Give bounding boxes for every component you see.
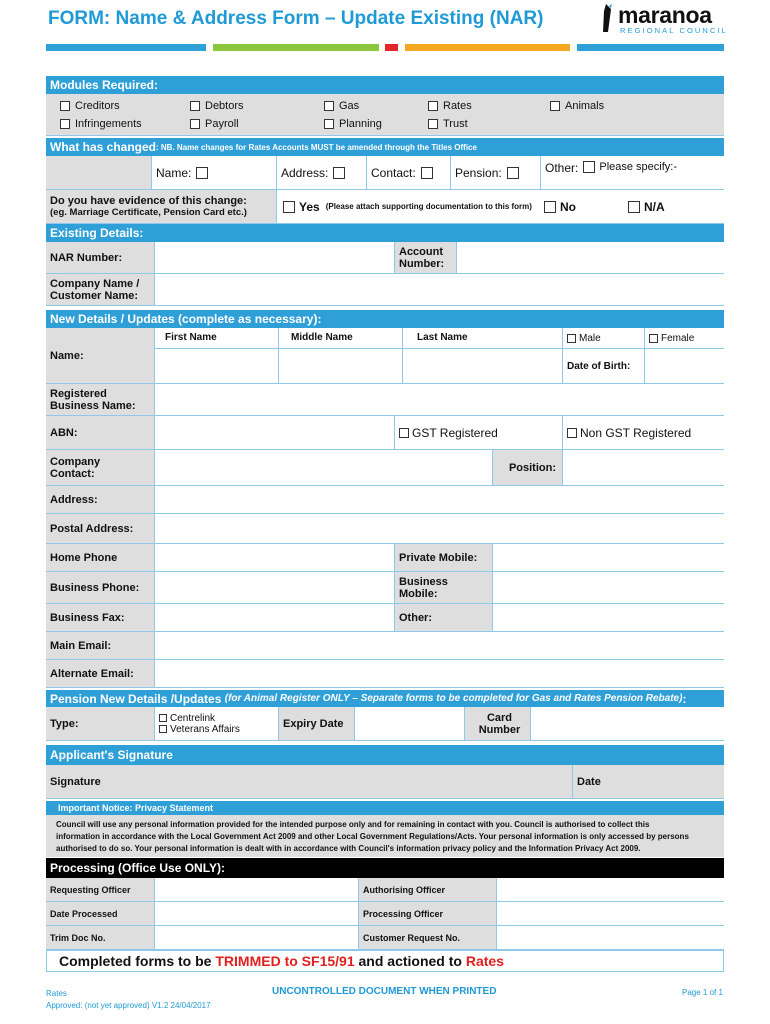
stripe-blue-2 — [577, 44, 724, 51]
checkbox-icon — [196, 167, 208, 179]
form-title: FORM: Name & Address Form – Update Existing (NAR) — [48, 8, 544, 29]
nar-input[interactable] — [154, 242, 394, 273]
business-name-label: Registered Business Name: — [46, 384, 154, 415]
gst-registered-option[interactable]: GST Registered — [394, 416, 562, 449]
alt-email-label: Alternate Email: — [46, 660, 154, 687]
privacy-text: Council will use any personal information provided for the intended purpose only and for remaining in contact with you. Council is authorised to collect this information in accordance with the Local Government Act 2009 and other Local Government Regulations/Acts. Your personal information is only accessed by persons authorised to do so. Your personal information is dealt with in accordance with Council's information privacy policy and the Information Privacy Act 2009. — [46, 815, 724, 857]
veterans-option[interactable]: Veterans Affairs — [159, 724, 240, 735]
checkbox-icon — [567, 428, 577, 438]
non-gst-option[interactable]: Non GST Registered — [562, 416, 724, 449]
footer-left: Rates Approved: (not yet approved) V1.2 24/04/2017 — [46, 989, 211, 1010]
business-fax-row — [46, 604, 724, 632]
nar-label: NAR Number: — [46, 242, 154, 273]
requesting-officer-label: Requesting Officer — [46, 878, 154, 901]
company-contact-label: Company Contact: — [46, 450, 154, 485]
home-phone-label: Home Phone — [46, 544, 154, 571]
yes-label: Yes — [299, 199, 320, 214]
private-mobile-label: Private Mobile: — [394, 544, 492, 571]
checkbox-icon — [507, 167, 519, 179]
module-creditors[interactable]: Creditors — [60, 100, 120, 112]
male-option[interactable]: Male — [562, 328, 644, 348]
stripe-blue-1 — [46, 44, 206, 51]
module-animals[interactable]: Animals — [550, 100, 604, 112]
na-checkbox-icon[interactable] — [628, 201, 640, 213]
business-fax-input[interactable] — [154, 604, 394, 631]
postal-label: Postal Address: — [46, 514, 154, 543]
checkbox-icon — [333, 167, 345, 179]
checkbox-icon — [399, 428, 409, 438]
business-phone-label: Business Phone: — [46, 572, 154, 603]
card-number-input[interactable] — [530, 707, 724, 740]
module-rates[interactable]: Rates — [428, 100, 472, 112]
checkbox-icon — [550, 101, 560, 111]
checkbox-icon — [428, 101, 438, 111]
business-name-row — [46, 384, 724, 416]
checkbox-icon — [421, 167, 433, 179]
account-number-label: Account Number: — [394, 242, 456, 273]
module-debtors[interactable]: Debtors — [190, 100, 244, 112]
processing-row-1 — [46, 878, 724, 902]
evidence-question: Do you have evidence of this change: (eg. Marriage Certificate, Pension Card etc.) — [46, 190, 276, 223]
change-name[interactable]: Name: — [151, 156, 276, 189]
expiry-date-input[interactable] — [354, 707, 464, 740]
pension-note: (for Animal Register ONLY – Separate forms to be completed for Gas and Rates Pension Rebate) — [224, 693, 683, 704]
company-contact-input[interactable] — [154, 450, 492, 485]
checkbox-icon — [159, 714, 167, 722]
evidence-answers — [276, 190, 724, 223]
main-email-label: Main Email: — [46, 632, 154, 659]
abn-label: ABN: — [46, 416, 154, 449]
private-mobile-input[interactable] — [492, 544, 724, 571]
logo-subtitle: REGIONAL COUNCIL — [620, 26, 728, 35]
business-phone-row — [46, 572, 724, 604]
position-label: Position: — [492, 450, 562, 485]
completed-note: Completed forms to be TRIMMED to SF15/91 and actioned to Rates — [46, 950, 724, 972]
expiry-date-label: Expiry Date — [278, 707, 354, 740]
no-checkbox-icon[interactable] — [544, 201, 556, 213]
first-name-field[interactable]: First Name — [154, 328, 278, 383]
checkbox-icon — [190, 101, 200, 111]
business-mobile-input[interactable] — [492, 572, 724, 603]
home-phone-row — [46, 544, 724, 572]
checkbox-icon — [567, 334, 576, 343]
council-logo — [598, 2, 738, 38]
changed-row — [46, 156, 724, 190]
change-address[interactable]: Address: — [276, 156, 366, 189]
middle-name-field[interactable]: Middle Name — [278, 328, 402, 383]
address-input[interactable] — [154, 486, 724, 513]
abn-row — [46, 416, 724, 450]
signature-label: Signature — [46, 765, 572, 798]
checkbox-icon — [60, 101, 70, 111]
checkbox-icon — [190, 119, 200, 129]
modules-heading: Modules Required: — [46, 76, 724, 94]
other-contact-label: Other: — [394, 604, 492, 631]
modules-block — [46, 94, 724, 136]
name-block — [46, 328, 724, 384]
business-name-input[interactable] — [154, 384, 724, 415]
pension-row — [46, 707, 724, 741]
yes-note: (Please attach supporting documentation to this form) — [325, 202, 532, 211]
processing-heading: Processing (Office Use ONLY): — [46, 858, 724, 878]
business-phone-input[interactable] — [154, 572, 394, 603]
abn-input[interactable] — [154, 416, 394, 449]
checkbox-icon — [649, 334, 658, 343]
stripe-green — [213, 44, 379, 51]
no-label: No — [559, 199, 576, 214]
requesting-officer-input[interactable] — [154, 878, 358, 901]
yes-checkbox-icon[interactable] — [283, 201, 295, 213]
company-name-label: Company Name / Customer Name: — [46, 274, 154, 305]
signature-heading: Applicant's Signature — [46, 745, 724, 765]
home-phone-input[interactable] — [154, 544, 394, 571]
trim-doc-input[interactable] — [154, 926, 358, 949]
changed-note: : NB. Name changes for Rates Accounts MUST be amended through the Titles Office — [156, 142, 477, 152]
change-contact[interactable]: Contact: — [366, 156, 450, 189]
other-contact-input[interactable] — [492, 604, 724, 631]
processing-officer-input[interactable] — [496, 902, 724, 925]
form-body — [46, 76, 724, 972]
module-gas[interactable]: Gas — [324, 100, 359, 112]
centrelink-option[interactable]: Centrelink — [159, 713, 215, 724]
stripe-red — [385, 44, 398, 51]
card-number-label: Card Number — [464, 707, 530, 740]
female-option[interactable]: Female — [644, 328, 724, 348]
name-sub-divider — [154, 348, 562, 349]
date-processed-label: Date Processed — [46, 902, 154, 925]
nar-row — [46, 242, 724, 274]
alt-email-input[interactable] — [154, 660, 724, 687]
processing-row-3 — [46, 926, 724, 950]
stripe-orange — [405, 44, 570, 51]
position-input[interactable] — [562, 450, 724, 485]
checkbox-icon — [428, 119, 438, 129]
signature-row — [46, 765, 724, 799]
processing-officer-label: Processing Officer — [358, 902, 496, 925]
name-label: Name: — [46, 328, 154, 383]
checkbox-icon — [159, 725, 167, 733]
alt-email-row — [46, 660, 724, 688]
change-other[interactable]: Other: Please specify:- — [540, 156, 724, 189]
customer-request-label: Customer Request No. — [358, 926, 496, 949]
dob-label: Date of Birth: — [562, 348, 644, 383]
changed-spacer — [46, 156, 151, 189]
new-details-heading: New Details / Updates (complete as necessary): — [46, 310, 724, 328]
checkbox-icon — [583, 161, 595, 173]
customer-request-input[interactable] — [496, 926, 724, 949]
changed-heading: What has changed : NB. Name changes for Rates Accounts MUST be amended through the Titles Office — [46, 138, 724, 156]
main-email-row — [46, 632, 724, 660]
authorising-officer-input[interactable] — [496, 878, 724, 901]
change-pension[interactable]: Pension: — [450, 156, 540, 189]
postal-input[interactable] — [154, 514, 724, 543]
logo-wordmark: maranoa — [618, 2, 712, 28]
pension-heading: Pension New Details /Updates (for Animal Register ONLY – Separate forms to be completed for Gas and Rates Pension Rebate) : — [46, 690, 724, 707]
authorising-officer-label: Authorising Officer — [358, 878, 496, 901]
checkbox-icon — [324, 119, 334, 129]
processing-row-2 — [46, 902, 724, 926]
module-payroll[interactable]: Payroll — [190, 118, 239, 130]
footer-center: UNCONTROLLED DOCUMENT WHEN PRINTED — [272, 986, 497, 997]
address-row — [46, 486, 724, 514]
company-contact-row — [46, 450, 724, 486]
main-email-input[interactable] — [154, 632, 724, 659]
privacy-heading: Important Notice: Privacy Statement — [46, 801, 724, 815]
account-number-input[interactable] — [456, 242, 724, 273]
address-label: Address: — [46, 486, 154, 513]
business-mobile-label: Business Mobile: — [394, 572, 492, 603]
postal-row — [46, 514, 724, 544]
pension-type-options — [154, 707, 278, 740]
module-planning[interactable]: Planning — [324, 118, 382, 130]
date-processed-input[interactable] — [154, 902, 358, 925]
module-infringements[interactable]: Infringements — [60, 118, 142, 130]
checkbox-icon — [60, 119, 70, 129]
dob-input[interactable] — [644, 348, 724, 383]
business-fax-label: Business Fax: — [46, 604, 154, 631]
existing-heading: Existing Details: — [46, 224, 724, 242]
evidence-row — [46, 190, 724, 224]
trim-doc-label: Trim Doc No. — [46, 926, 154, 949]
checkbox-icon — [324, 101, 334, 111]
na-label: N/A — [643, 199, 665, 214]
pension-type-label: Type: — [46, 707, 154, 740]
footer-page: Page 1 of 1 — [682, 988, 723, 997]
module-trust[interactable]: Trust — [428, 118, 468, 130]
date-label: Date — [572, 765, 724, 798]
company-name-input[interactable] — [154, 274, 724, 305]
logo-mark-icon — [600, 3, 612, 33]
company-name-row — [46, 274, 724, 306]
last-name-field[interactable]: Last Name — [402, 328, 562, 383]
